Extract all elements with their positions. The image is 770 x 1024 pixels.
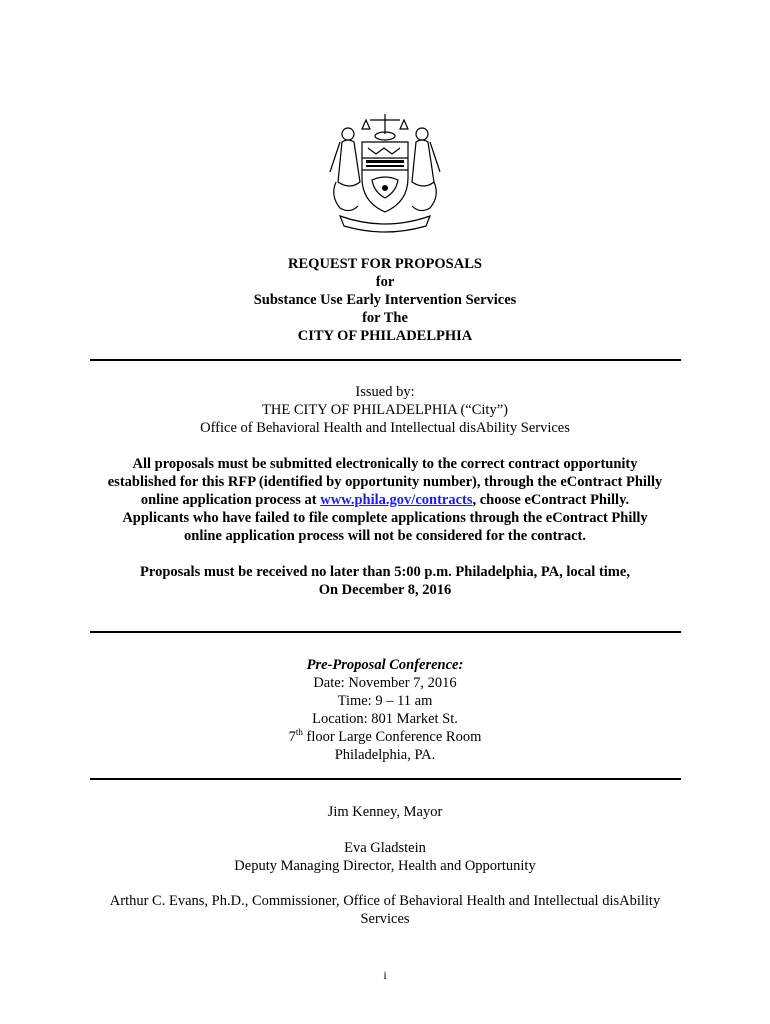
divider-3 — [90, 778, 681, 780]
floor-suffix: th — [295, 727, 303, 738]
title-line-4: for The — [362, 310, 408, 326]
deadline-line-2: On December 8, 2016 — [318, 582, 452, 598]
title-line-5: CITY OF PHILADELPHIA — [297, 328, 473, 344]
divider-2 — [90, 631, 681, 633]
submission-line-5: online application process will not be considered for the contract. — [184, 528, 586, 544]
title-line-3: Substance Use Early Intervention Services — [253, 292, 517, 308]
contracts-link[interactable]: www.phila.gov/contracts — [320, 492, 473, 508]
submission-line-3 — [0, 491, 770, 509]
submission-line-3-pre: online application process at — [140, 492, 321, 508]
conference-location: Location: 801 Market St. — [312, 711, 458, 727]
conference-time: Time: 9 – 11 am — [337, 693, 433, 709]
title-line-1: REQUEST FOR PROPOSALS — [288, 256, 482, 272]
conference-city: Philadelphia, PA. — [334, 747, 436, 763]
page-number: i — [383, 968, 387, 982]
floor-number: 7 — [288, 729, 296, 745]
submission-line-2: established for this RFP (identified by opportunity number), through the eContract Philly — [107, 474, 663, 490]
city-seal-emblem — [322, 112, 448, 234]
issued-by-label: Issued by: — [355, 384, 415, 400]
deadline-line-1: Proposals must be received no later than 5:00 p.m. Philadelphia, PA, local time, — [140, 564, 630, 580]
issuer-office: Office of Behavioral Health and Intellectual disAbility Services — [200, 420, 570, 436]
divider-1 — [90, 359, 681, 361]
commissioner-line-1: Arthur C. Evans, Ph.D., Commissioner, Office of Behavioral Health and Intellectual disAbility — [109, 893, 661, 909]
floor-room: floor Large Conference Room — [302, 729, 482, 745]
title-line-2: for — [375, 274, 395, 290]
conference-heading: Pre-Proposal Conference: — [306, 657, 464, 673]
submission-line-4: Applicants who have failed to file complete applications through the eContract Philly — [122, 510, 648, 526]
conference-floor — [0, 728, 770, 746]
issuer-city: THE CITY OF PHILADELPHIA (“City”) — [262, 402, 508, 418]
commissioner-line-2: Services — [360, 911, 410, 927]
deputy-name: Eva Gladstein — [344, 840, 426, 856]
deputy-title: Deputy Managing Director, Health and Opportunity — [234, 858, 536, 874]
mayor-name: Jim Kenney, Mayor — [327, 804, 443, 820]
submission-line-1: All proposals must be submitted electronically to the correct contract opportunity — [132, 456, 638, 472]
submission-line-3-post: , choose eContract Philly. — [472, 492, 630, 508]
conference-date: Date: November 7, 2016 — [313, 675, 457, 691]
